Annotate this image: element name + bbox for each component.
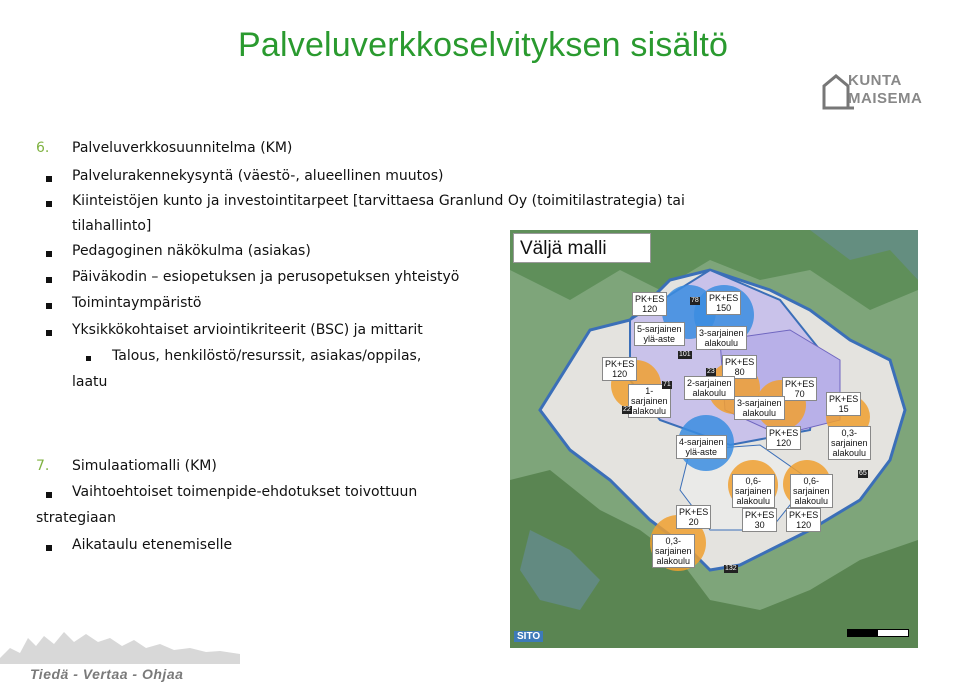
town-silhouette-icon <box>0 618 240 664</box>
section6-item-3: Pedagoginen näkökulma (asiakas) <box>72 243 311 259</box>
map-number: 22 <box>623 406 631 413</box>
section6-item-5: Toimintaympäristö <box>72 295 202 311</box>
map-label: 3-sarjainen alakoulu <box>696 326 747 350</box>
bullet-icon <box>46 492 52 498</box>
map-label: 0,6- sarjainen alakoulu <box>732 474 775 508</box>
map-label: 3-sarjainen alakoulu <box>734 396 785 420</box>
map-number: 101 <box>679 351 691 358</box>
map-number: 132 <box>725 565 737 572</box>
section6-item-6: Yksikkökohtaiset arviointikriteerit (BSC) ja mittarit <box>72 322 423 338</box>
map-number: 71 <box>663 381 671 388</box>
map-scale-bar-icon <box>847 629 909 637</box>
section6-heading: Palveluverkkosuunnitelma (KM) <box>72 140 293 156</box>
map-label: PK+ES 80 <box>722 355 757 379</box>
map-label: 0,6- sarjainen alakoulu <box>790 474 833 508</box>
section6-number <box>36 140 49 156</box>
map-number: 65 <box>859 470 867 477</box>
map-label: 5-sarjainen ylä-aste <box>634 322 685 346</box>
section6-subitem-cont: laatu <box>72 374 108 390</box>
map-label: PK+ES 120 <box>786 508 821 532</box>
map-label: 0,3- sarjainen alakoulu <box>828 426 871 460</box>
bullet-icon <box>46 303 52 309</box>
map-label: 2-sarjainen alakoulu <box>684 376 735 400</box>
bullet-icon <box>46 330 52 336</box>
section6-item-4: Päiväkodin – esiopetuksen ja perusopetuksen yhteistyö <box>72 269 460 285</box>
slide-title: Palveluverkkoselvityksen sisältö <box>238 26 729 64</box>
map-label: 0,3- sarjainen alakoulu <box>652 534 695 568</box>
section7-item-2: Aikataulu etenemiselle <box>72 537 233 553</box>
map-label: PK+ES 15 <box>826 392 861 416</box>
section6-item-2: Kiinteistöjen kunto ja investointitarpeet [tarvittaesa Granlund Oy (toimitilastrategia) tai <box>72 193 685 209</box>
map-number: 23 <box>707 368 715 375</box>
bullet-icon <box>46 277 52 283</box>
section6-item-2-cont: tilahallinto] <box>72 218 152 234</box>
map-label: PK+ES 120 <box>766 426 801 450</box>
bullet-icon <box>46 201 52 207</box>
section7-item-1-cont: strategiaan <box>36 510 117 526</box>
map-label: PK+ES 70 <box>782 377 817 401</box>
section7-item-1: Vaihtoehtoiset toimenpide-ehdotukset toivottuun <box>72 484 418 500</box>
map-title: Väljä malli <box>513 233 651 263</box>
section6-item-1: Palvelurakennekysyntä (väestö-, alueellinen muutos) <box>72 168 444 184</box>
logo-text-line2: MAISEMA <box>848 90 923 107</box>
map-label: PK+ES 150 <box>706 291 741 315</box>
section7-heading: Simulaatiomalli (KM) <box>72 458 217 474</box>
section7-number-text: 7. <box>36 458 50 474</box>
map-label: PK+ES 120 <box>602 357 637 381</box>
map-label: PK+ES 120 <box>632 292 667 316</box>
footer-slogan: Tiedä - Vertaa - Ohjaa <box>30 666 184 682</box>
bullet-icon <box>46 545 52 551</box>
sito-logo: SITO <box>514 631 543 642</box>
map-label: PK+ES 20 <box>676 505 711 529</box>
section7-number <box>36 458 49 474</box>
map-label: 4-sarjainen ylä-aste <box>676 435 727 459</box>
map-label: 1- sarjainen alakoulu <box>628 384 671 418</box>
logo-text-line1: KUNTA <box>848 72 902 89</box>
bullet-icon <box>46 176 52 182</box>
map-number: 78 <box>691 297 699 304</box>
sub-bullet-icon <box>86 356 91 361</box>
section6-subitem: Talous, henkilöstö/resurssit, asiakas/oppilas, <box>112 348 422 364</box>
map-label: PK+ES 30 <box>742 508 777 532</box>
section6-number-text: 6. <box>36 140 50 156</box>
bullet-icon <box>46 251 52 257</box>
